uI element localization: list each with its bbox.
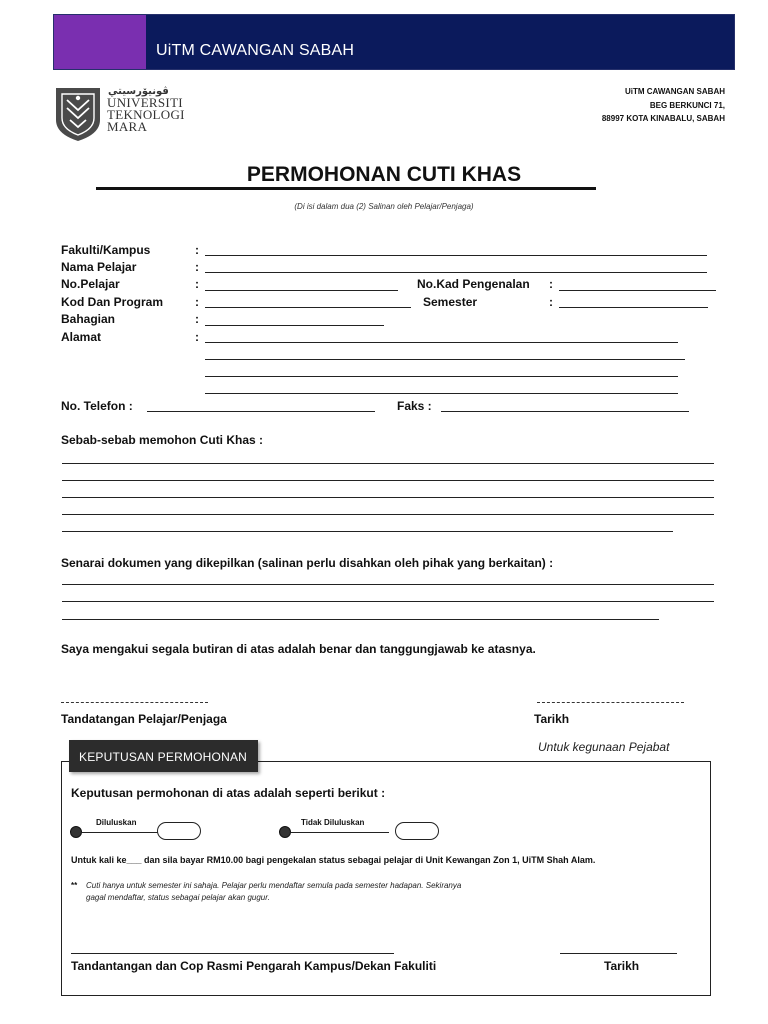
faculty-label: Fakulti/Kampus [61,243,151,257]
reasons-line[interactable] [62,514,714,515]
reasons-label: Sebab-sebab memohon Cuti Khas : [61,433,264,447]
faculty-field[interactable] [205,255,707,256]
student-signature-line[interactable] [61,702,208,703]
fee-note: Untuk kali ke___ dan sila bayar RM10.00 bagi pengekalan status sebagai pelajar di Unit Kewangan Zon 1, UiTM Shah Alam. [71,855,596,865]
form-subtitle: (Di isi dalam dua (2) Salinan oleh Pelajar/Penjaga) [294,202,474,211]
approved-label: Diluluskan [96,818,137,827]
name-field[interactable] [205,272,707,273]
rejected-radio[interactable] [279,826,291,838]
section-colon: : [195,312,199,326]
logo-arabic-script: ﭬﻮﻧﻴﯚﺭﺳﻴﺘﻲ [108,86,169,97]
address-colon: : [195,330,199,344]
logo-line: UNIVERSITI [107,95,183,110]
address-line: BEG BERKUNCI 71, [649,100,725,110]
program-colon: : [195,295,199,309]
address-label: Alamat [61,330,102,344]
official-date-label: Tarikh [604,959,640,973]
address-field-line[interactable] [205,342,678,343]
logo-line: MARA [107,119,148,134]
semester-field[interactable] [559,307,708,308]
student-no-label: No.Pelajar [61,277,120,291]
office-use-note: Untuk kegunaan Pejabat [538,740,670,754]
uitm-crest-icon [53,86,103,142]
logo-line: TEKNOLOGI [107,107,185,122]
phone-label: No. Telefon : [61,399,133,413]
address-line: UiTM CAWANGAN SABAH [625,87,725,96]
address-field-line[interactable] [205,376,678,377]
decision-intro: Keputusan permohonan di atas adalah seperti berikut : [71,786,386,800]
banner-accent-block [54,15,146,69]
reasons-line[interactable] [62,463,714,464]
rejected-checkbox[interactable] [395,822,439,840]
reasons-line[interactable] [62,531,673,532]
semester-colon: : [549,295,553,309]
note-line: gagal mendaftar, status sebagai pelajar akan gugur. [86,893,270,902]
ic-no-label: No.Kad Pengenalan [417,277,530,291]
fax-field[interactable] [441,411,689,412]
name-label: Nama Pelajar [61,260,137,274]
ic-no-field[interactable] [559,290,716,291]
semester-label: Semester [423,295,478,309]
name-colon: : [195,260,199,274]
reasons-line[interactable] [62,480,714,481]
student-date-label: Tarikh [534,712,570,726]
reasons-line[interactable] [62,497,714,498]
student-date-line[interactable] [537,702,684,703]
title-underline [96,187,596,190]
rejected-connector [291,832,389,833]
official-signature-line[interactable] [71,953,394,954]
form-title: PERMOHONAN CUTI KHAS [246,163,522,186]
documents-line[interactable] [62,584,714,585]
banner-title: UiTM CAWANGAN SABAH [156,42,355,59]
student-no-colon: : [195,277,199,291]
address-line: 88997 KOTA KINABALU, SABAH [601,114,725,123]
student-no-field[interactable] [205,290,398,291]
fax-label: Faks : [397,399,432,413]
address-field-line[interactable] [205,393,678,394]
faculty-colon: : [195,243,199,257]
campus-address [602,85,725,126]
program-field[interactable] [205,307,411,308]
declaration-text: Saya mengakui segala butiran di atas adalah benar dan tanggungjawab ke atasnya. [61,642,536,656]
address-field-line[interactable] [205,359,685,360]
section-label: Bahagian [61,312,116,326]
semester-note [86,880,461,904]
approved-connector [82,832,158,833]
program-label: Kod Dan Program [61,295,164,309]
section-field[interactable] [205,325,384,326]
documents-line[interactable] [62,601,714,602]
note-line: Cuti hanya untuk semester ini sahaja. Pelajar perlu mendaftar semula pada semester hadapan. Sekiranya [86,881,462,890]
rejected-label: Tidak Diluluskan [301,818,365,827]
approved-radio[interactable] [70,826,82,838]
documents-line[interactable] [62,619,659,620]
ic-no-colon: : [549,277,553,291]
phone-field[interactable] [147,411,375,412]
decision-tab-label: KEPUTUSAN PERMOHONAN [79,750,248,764]
official-date-line[interactable] [560,953,677,954]
note-marker: ** [71,881,78,890]
official-signature-label: Tandantangan dan Cop Rasmi Pengarah Kampus/Dekan Fakuliti [71,959,437,973]
documents-label: Senarai dokumen yang dikepilkan (salinan perlu disahkan oleh pihak yang berkaitan) : [61,556,554,570]
approved-checkbox[interactable] [157,822,201,840]
logo-wordmark [107,96,185,132]
student-signature-label: Tandatangan Pelajar/Penjaga [61,712,227,726]
